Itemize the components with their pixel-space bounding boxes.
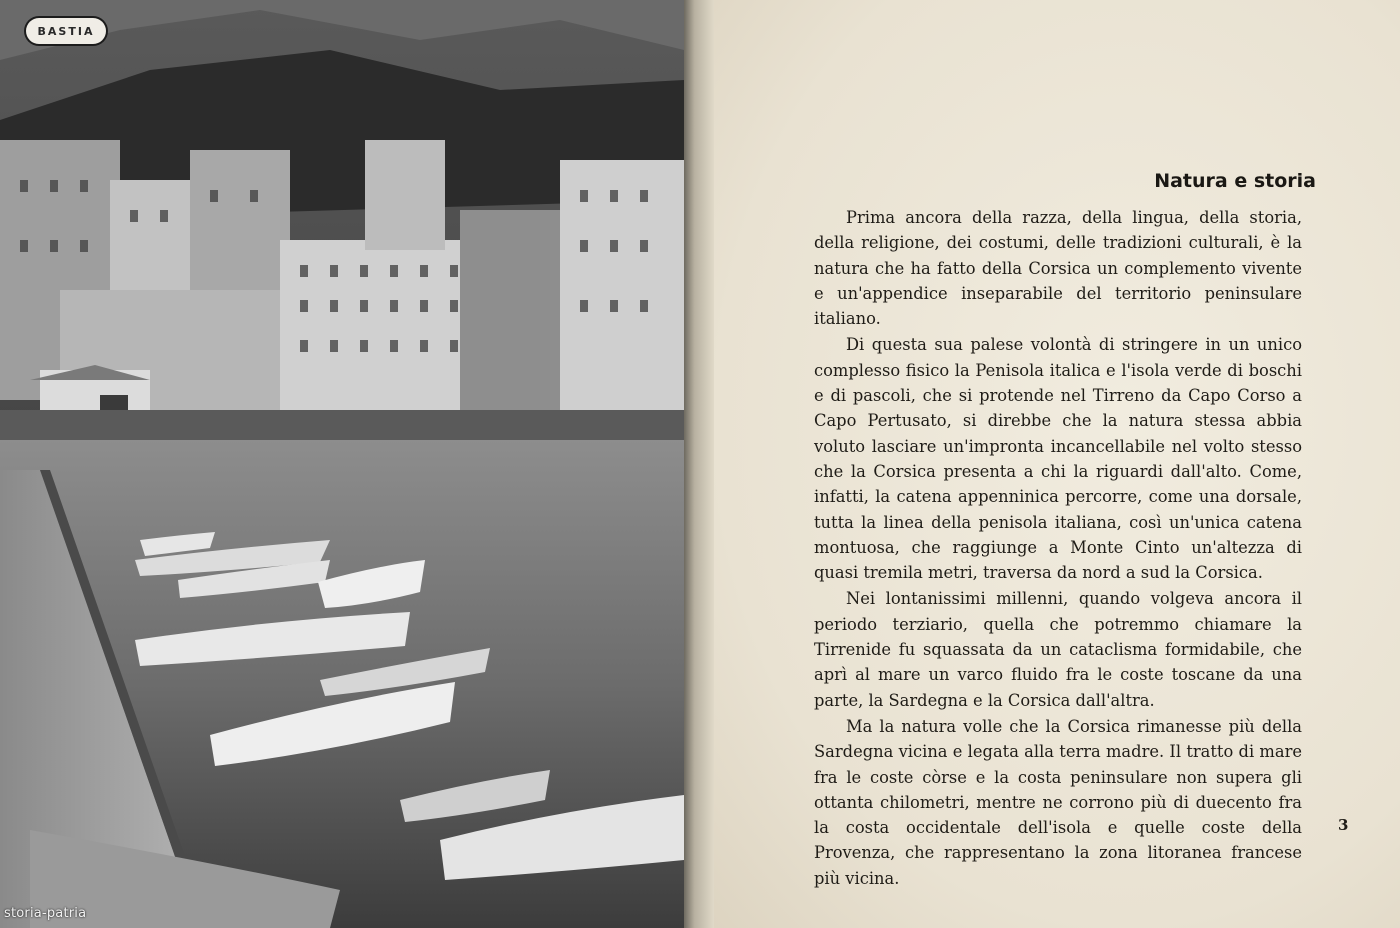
paragraph: Prima ancora della razza, della lingua, della storia, della religione, dei costumi, delle tradizioni culturali, è la natura che ha fatto della Corsica un complemento vivente e un'appendice inseparabile del territorio peninsulare italiano. — [814, 208, 1302, 329]
harbour-photo — [0, 0, 684, 928]
body-text — [814, 205, 1302, 891]
watermark: storia-patria — [4, 906, 87, 921]
paragraph: Ma la natura volle che la Corsica rimanesse più della Sardegna vicina e legata alla terra madre. Il tratto di mare fra le coste còrse e la costa peninsulare non supera gli ottanta chilometri, mentre ne corrono più di duecento fra la costa occidentale dell'isola e quelle coste della Provenza, che rappresentano la zona litoranea francese più vicina. — [814, 716, 1302, 888]
section-title: Natura e storia — [1154, 170, 1316, 192]
paragraph: Nei lontanissimi millenni, quando volgeva ancora il periodo terziario, quella che potremmo chiamare la Tirrenide fu squassata da un cataclisma formidabile, che aprì al mare un varco fluido fra le coste toscane da una parte, la Sardegna e la Corsica dall'altra. — [814, 589, 1302, 710]
text-page — [714, 0, 1400, 928]
paragraph: Di questa sua palese volontà di stringere in un unico complesso fisico la Penisola italica e l'isola verde di boschi e di pascoli, che si protende nel Tirreno da Capo Corso a Capo Pertusato, si direbbe che la natura stessa abbia voluto lasciare un'impronta incancellabile nel volto stesso che la Corsica presenta a chi la riguardi dall'alto. Come, infatti, la catena appenninica percorre, come una dorsale, tutta la linea della penisola italiana, così un'unica catena montuosa, che raggiunge a Monte Cinto un'altezza di quasi tremila metri, traversa da nord a sud la Corsica. — [814, 335, 1302, 583]
harbour-photo-page — [0, 0, 684, 928]
book-gutter — [684, 0, 714, 928]
page-number: 3 — [1338, 816, 1349, 834]
place-label-badge: BASTIA — [26, 18, 106, 44]
